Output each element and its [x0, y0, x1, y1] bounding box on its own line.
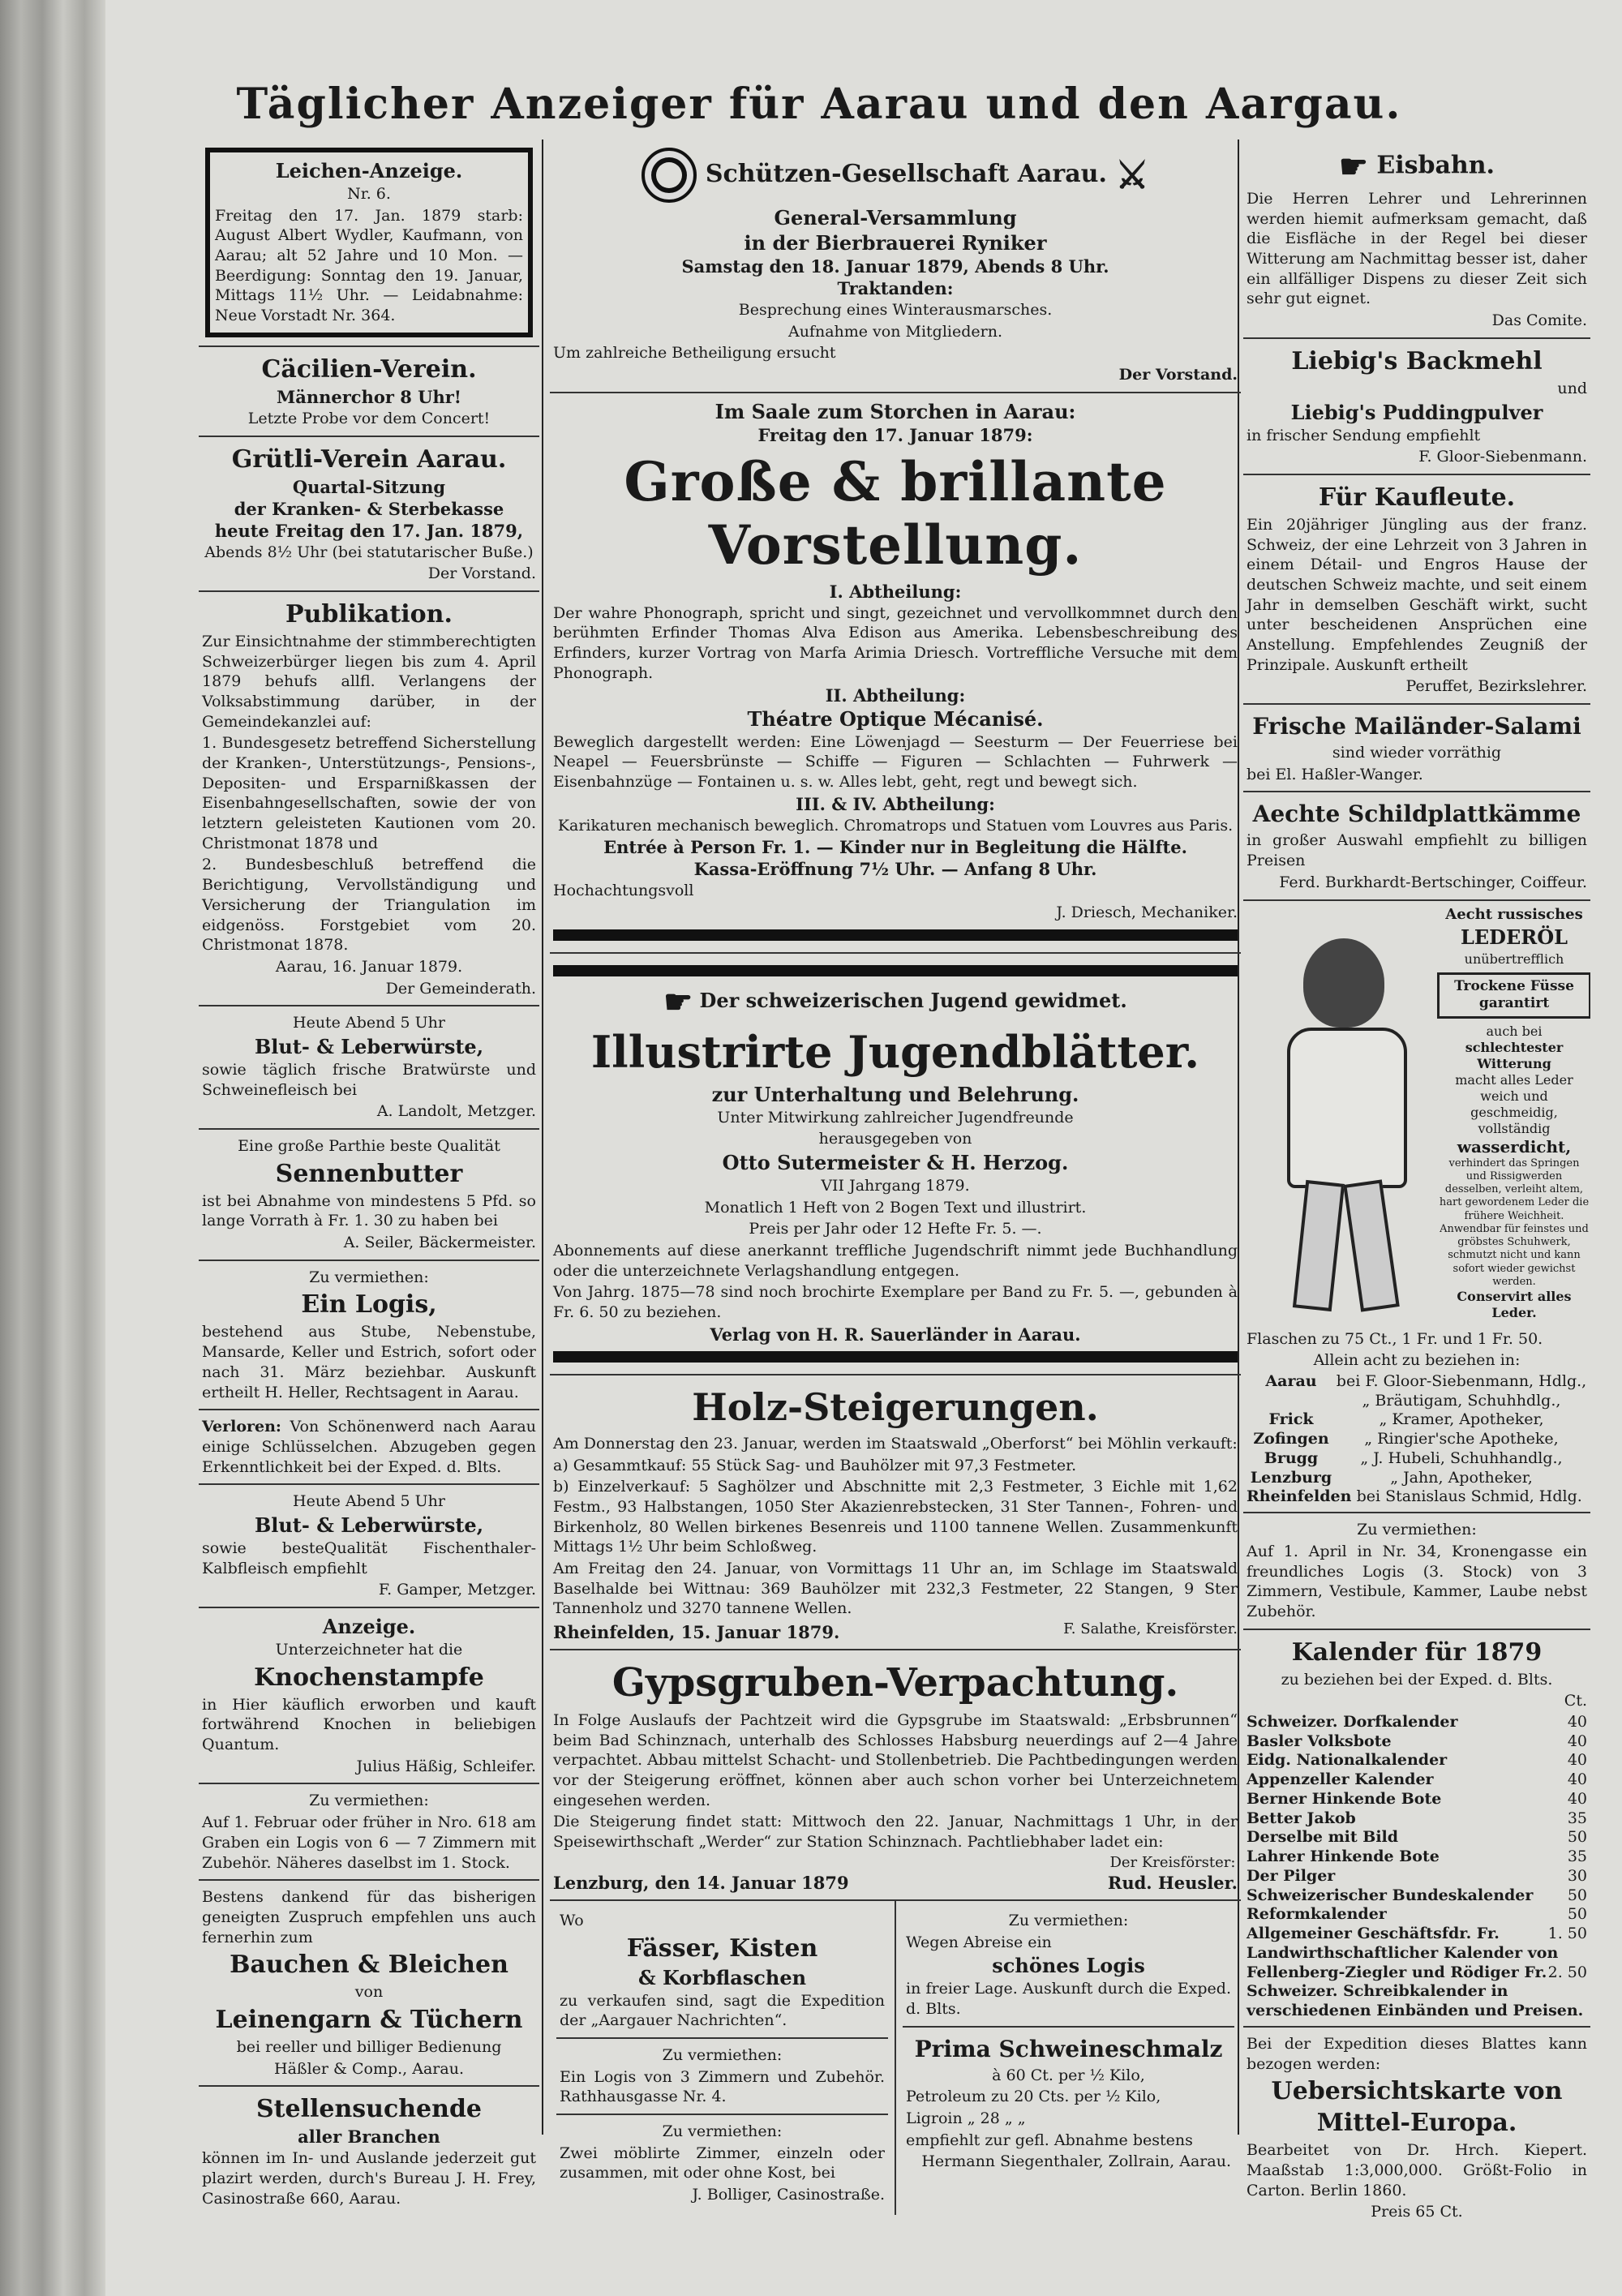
lederoel-t5: verhindert das Springen und Rissigwerden desselben, verleiht altem, hart gewordenem Leder die frühere Weichheit. Anwendbar für feinstes und gröbstes Schuhwerk, schmutzt nicht und kann sofort wieder gewichst werden. [1439, 1157, 1590, 1288]
kalender-row [1247, 1963, 1587, 1983]
gyps-date: Lenzburg, den 14. Januar 1879 [553, 1872, 849, 1893]
prima-p2: Petroleum zu 20 Cts. per ½ Kilo, [906, 2088, 1161, 2106]
kalender-price: 40 [1567, 1732, 1587, 1750]
jugend-sub: zur Unterhaltung und Belehrung. [711, 1082, 1079, 1106]
ad-publikation [199, 592, 539, 1006]
kalender-name: Better Jakob [1247, 1809, 1356, 1827]
storchen-hoch: Hochachtungsvoll [553, 882, 694, 900]
salami-text: sind wieder vorräthig [1332, 744, 1502, 762]
jugend-jg: VII Jahrgang 1879. [821, 1177, 970, 1195]
storchen-h2: Freitag den 17. Januar 1879: [757, 424, 1033, 445]
ad-storchen [550, 393, 1241, 954]
kaufleute-sign: Peruffet, Bezirkslehrer. [1405, 677, 1587, 696]
liebig-und: und [1557, 379, 1587, 397]
bauchen-pre: Bestens dankend für das bisherigen geneigten Zuspruch empfehlen uns auch fernerhin zum [202, 1888, 536, 1946]
faesser-title2: & Korbflaschen [637, 1965, 807, 1989]
pointing-hand-icon: ☛ [663, 982, 693, 1021]
publikation-p3: 2. Bundesbeschluß betreffend die Berichtigung, Vervollständigung und Versicherung der Triangulation im eidgenöss. Forstgebiet vom 20. Christmonat 1878. [202, 856, 536, 955]
dealer-row [1247, 1469, 1587, 1488]
dealer-town: Frick [1268, 1410, 1314, 1429]
kalender-row [1247, 1790, 1587, 1809]
column-rule-1 [542, 139, 543, 2135]
ad-vermiethen-b [556, 2115, 888, 2212]
ad-faesser [556, 1904, 888, 2039]
holz-p2: a) Gesammtkauf: 55 Stück Sag- und Bauhölzer mit 97,3 Festmeter. [553, 1456, 1077, 1474]
kalender-name: Der Pilger [1247, 1866, 1336, 1885]
vermiethen-b-sign: J. Bolliger, Casinostraße. [692, 2186, 885, 2204]
dealer-row [1247, 1410, 1587, 1430]
blut2-sign: F. Gamper, Metzger. [378, 1581, 536, 1599]
lederoel-h2: LEDERÖL [1461, 925, 1568, 949]
kalender-price: 35 [1567, 1809, 1587, 1827]
ad-schweineschmalz [903, 2028, 1234, 2178]
schoen-text: in freier Lage. Auskunft durch die Exped. d. Blts. [906, 1980, 1231, 2018]
eisbahn-title: Eisbahn. [1376, 151, 1495, 180]
knochen-sign: Julius Häßig, Schleifer. [356, 1757, 536, 1775]
leichen-title: Leichen-Anzeige. [275, 159, 463, 182]
target-icon [642, 148, 697, 203]
holz-p4: Am Freitag den 24. Januar, von Vormittags 11 Uhr an, im Schlage im Staatswald Baselhalde bei Wittnau: 369 Bauhölzer mit 232,3 Festmeter, 22 Stangen, 9 Ster Tannenholz und 3270 tannene Wellen. [553, 1559, 1238, 1618]
storchen-h1: Im Saale zum Storchen in Aarau: [714, 399, 1076, 423]
kaufleute-title: Für Kaufleute. [1318, 483, 1516, 512]
divider-bar [553, 1351, 1238, 1363]
vermiethen-b-text: Zwei möblirte Zimmer, einzeln oder zusammen, mit oder ohne Kost, bei [560, 2144, 885, 2182]
kalender-name: Appenzeller Kalender [1247, 1770, 1434, 1789]
ad-schuetzen [550, 139, 1241, 393]
eisbahn-sign: Das Comite. [1491, 311, 1587, 330]
ad-gruetli [199, 437, 539, 592]
lederoel-t2: schlechtester Witterung [1465, 1039, 1564, 1071]
gyps-sign2: Rud. Heusler. [1107, 1872, 1238, 1893]
gruetli-sub1: Quartal-Sitzung [292, 476, 446, 497]
ad-vermiethen-c3 [1243, 1513, 1590, 1629]
dealer-town: Brugg [1264, 1448, 1319, 1467]
storchen-entree: Entrée à Person Fr. 1. — Kinder nur in Begleitung die Hälfte. [603, 837, 1187, 858]
ad-liebig [1243, 339, 1590, 475]
blut2-title: Blut- & Leberwürste, [254, 1513, 484, 1537]
knochen-pre: Anzeige. [322, 1615, 416, 1638]
gyps-p1: In Folge Auslaufs der Pachtzeit wird die Gypsgrube im Staatswald: „Erbsbrunnen“ beim Bad Schinznach, unterhalb des Schlosses Habsburg neuerdings auf 2—4 Jahre verpachtet. Abbau mittelst Schacht- und Stollenbetrieb. Die Pachtbedingungen werden vor der Steigerung eröffnet, können aber auch schon vorher bei Unterzeichnetem eingesehen werden. [553, 1711, 1238, 1809]
kalender-price: 40 [1567, 1770, 1587, 1789]
kalender-sub: zu beziehen bei der Exped. d. Blts. [1281, 1670, 1553, 1689]
storchen-a1: I. Abtheilung: [829, 581, 962, 602]
holz-p1: Am Donnerstag den 23. Januar, werden im Staatswald „Oberforst“ bei Möhlin verkauft: [553, 1434, 1238, 1453]
jugend-s2: Unter Mitwirkung zahlreicher Jugendfreunde [717, 1108, 1074, 1127]
eisbahn-text: Die Herren Lehrer und Lehrerinnen werden hiemit aufmerksam gemacht, daß die Eisfläche in der Regel bei dieser Witterung am Nachmittag besser ist, daher ein allfälliger Dispens zu dieser Zeit sich sehr gut eignet. [1247, 190, 1587, 308]
kalender-price: 1. 50 [1547, 1925, 1587, 1943]
holz-p3: b) Einzelverkauf: 5 Saghölzer und Abschnitte mit 2,3 Festmeter, 3 Eichle mit 1,62 Festm., 93 Halbstangen, 1050 Ster Akazienrebstecken, 31 Ster Tannen-, Fohren- und Birkenholz, 80 Wellen birkenes Besenreis und 1100 tannene Wellen. Zusammenkunft Mittags 1½ Uhr beim Schloßweg. [553, 1478, 1238, 1556]
kaemme-title: Aechte Schildplattkämme [1252, 800, 1581, 828]
kalender-row [1247, 1770, 1587, 1790]
storchen-a2d: Beweglich dargestellt werden: Eine Löwenjagd — Seesturm — Der Feuerriese bei Neapel — Feuersbrünste — Schiffe — Figuren — Schlachten — Fuhrwerk — Eisenbahnzüge — Fontainen u. s. w. Alles lebt, geht, regt und bewegt sich. [553, 732, 1238, 791]
stellen-text: können im In- und Auslande jederzeit gut plazirt werden, durch's Bureau J. H. Frey, Casinostraße 660, Aarau. [202, 2149, 536, 2208]
logis1-text: bestehend aus Stube, Nebenstube, Mansarde, Keller und Estrich, sofort oder nach 31. März beziehbar. Auskunft ertheilt H. Heller, Rechtsagent in Aarau. [202, 1323, 536, 1401]
logis2-pre: Zu vermiethen: [309, 1792, 429, 1810]
gruetli-sign: Der Vorstand. [427, 564, 536, 583]
kalender-name: Landwirthschaftlicher Kalender von [1247, 1943, 1559, 1962]
kalender-row [1247, 1982, 1587, 2021]
knochen-text: in Hier käuflich erworben und kauft fortwährend Knochen in beliebigen Quantum. [202, 1695, 536, 1754]
ad-caecilien [199, 347, 539, 437]
kalender-list [1247, 1713, 1587, 2021]
dealer-row [1247, 1372, 1587, 1392]
holz-date: Rheinfelden, 15. Januar 1879. [553, 1622, 840, 1642]
karte-price: Preis 65 Ct. [1371, 2203, 1463, 2221]
kalender-name: Schweizer. Dorfkalender [1247, 1712, 1458, 1731]
divider-bar [553, 929, 1238, 941]
kalender-price: 40 [1567, 1751, 1587, 1770]
vermiethen-c3-text: Auf 1. April in Nr. 34, Kronengasse ein freundliches Logis (3. Stock) von 3 Zimmern, Vestibule, Kammer, Laube nebst Zubehör. [1247, 1542, 1587, 1620]
lederoel-h3: unübertrefflich [1464, 951, 1564, 967]
verloren-title: Verloren: [202, 1418, 281, 1436]
ad-kalender [1243, 1630, 1590, 2028]
karte-pre: Bei der Expedition dieses Blattes kann bezogen werden: [1247, 2034, 1587, 2073]
kalender-row [1247, 1905, 1587, 1925]
liebig-title: Liebig's Backmehl [1291, 346, 1543, 376]
knochen-title: Knochenstampfe [254, 1663, 484, 1692]
prima-text: empfiehlt zur gefl. Abnahme bestens [906, 2131, 1193, 2149]
gruetli-text: Abends 8½ Uhr (bei statutarischer Buße.) [204, 543, 534, 561]
dealer-name: „ Kramer, Apotheker, [1379, 1410, 1544, 1429]
divider-bar [553, 965, 1238, 976]
lederoel-tag: Trockene Füsse garantirt [1437, 972, 1590, 1019]
schoen-sub: Wegen Abreise ein [906, 1933, 1052, 1951]
pointing-hand-icon: ☛ [1339, 148, 1368, 186]
kalender-name: Eidg. Nationalkalender [1247, 1751, 1448, 1770]
schuetzen-t3: Um zahlreiche Betheiligung ersucht [553, 344, 836, 363]
bottom-split [550, 1901, 1241, 2215]
liebig-title2: Liebig's Puddingpulver [1290, 400, 1543, 424]
blut2-text: sowie besteQualität Fischenthaler-Kalbfleisch empfiehlt [202, 1539, 536, 1577]
jugend-editors: Otto Sutermeister & H. Herzog. [722, 1151, 1069, 1174]
gyps-sign1: Der Kreisförster: [1109, 1853, 1236, 1871]
karte-title2: Mittel-Europa. [1316, 2109, 1517, 2138]
kalender-price: 40 [1567, 1712, 1587, 1731]
lederoel-t1: auch bei [1486, 1023, 1543, 1039]
senn-pre: Eine große Parthie beste Qualität [238, 1137, 500, 1155]
publikation-p2: 1. Bundesgesetz betreffend Sicherstellung der Kranken-, Unterstützungs-, Pensions-, Depositen- und Ersparnißkassen der Eisenbahngesellschaften, sowie der von letztern geleisteten Kautionen vom 20. Christmonat 1878 und [202, 734, 536, 852]
stellen-title: Stellensuchende [255, 2095, 483, 2124]
jugend-p1: Monatlich 1 Heft von 2 Bogen Text und illustrirt. [704, 1198, 1087, 1217]
storchen-a3t: Karikaturen mechanisch beweglich. Chromatrops und Statuen vom Louvres aus Paris. [557, 816, 1234, 835]
lederoel-price: Flaschen zu 75 Ct., 1 Fr. und 1 Fr. 50. [1247, 1329, 1543, 1348]
column-left [199, 139, 539, 2215]
schoen-pre: Zu vermiethen: [1008, 1911, 1129, 1929]
dealer-list [1247, 1372, 1587, 1507]
knochen-sub: Unterzeichneter hat die [275, 1641, 463, 1659]
blut2-pre: Heute Abend 5 Uhr [293, 1492, 445, 1511]
schuetzen-title: Schützen-Gesellschaft Aarau. [705, 160, 1107, 188]
crossed-rifles-icon: ⚔ [1115, 153, 1149, 197]
dealer-name: „ Bräutigam, Schuhhdlg., [1362, 1391, 1561, 1410]
dealer-town: Rheinfelden [1247, 1487, 1352, 1506]
publikation-p1: Zur Einsichtnahme der stimmberechtigten Schweizerbürger liegen bis zum 4. April 1879 behufs allfl. Verlangens der Volksabstimmung darüber, in der Gemeindekanzlei auf: [202, 632, 536, 731]
vermiethen-c3-pre: Zu vermiethen: [1357, 1521, 1477, 1539]
schuetzen-t1: Besprechung eines Winterausmarsches. [738, 301, 1053, 319]
kalender-row [1247, 1809, 1587, 1829]
ad-logis-1 [199, 1261, 539, 1410]
bauchen-title2: Leinengarn & Tüchern [215, 2005, 523, 2034]
salami-sign: El. Haßler-Wanger. [1275, 765, 1423, 783]
storchen-sign: J. Driesch, Mechaniker. [1056, 903, 1238, 921]
kaemme-sign: Ferd. Burkhardt-Bertschinger, Coiffeur. [1279, 873, 1587, 891]
senn-sign: A. Seiler, Bäckermeister. [343, 1234, 536, 1252]
ad-verloren [199, 1410, 539, 1485]
dealer-name: „ Jahn, Apotheker, [1390, 1468, 1533, 1487]
ad-jugendblaetter [550, 954, 1241, 1375]
lederoel-allein: Allein acht zu beziehen in: [1313, 1351, 1521, 1370]
kalender-row [1247, 1886, 1587, 1906]
kalender-price: 50 [1567, 1905, 1587, 1924]
kalender-row [1247, 1944, 1587, 1963]
dealer-town [1247, 1392, 1336, 1411]
schuetzen-h1: General-Versammlung [774, 206, 1017, 230]
dealer-name: „ J. Hubeli, Schuhhandlg., [1360, 1448, 1563, 1467]
lederoel-t4: wasserdicht, [1457, 1136, 1572, 1157]
kalender-name: Schweizerischer Bundeskalender [1247, 1886, 1534, 1904]
logis2-text: Auf 1. Februar oder früher in Nro. 618 am Graben ein Logis von 6 — 7 Zimmern mit Zubehör. Näheres daselbst im 1. Stock. [202, 1813, 536, 1872]
ad-knochenstampfe [199, 1608, 539, 1784]
gyps-p2: Die Steigerung findet statt: Mittwoch den 22. Januar, Nachmittags 1 Uhr, in der Speisewirthschaft „Werder“ zur Station Schinznach. Pachtliebhaber ladet ein: [553, 1813, 1238, 1852]
dealer-row [1247, 1430, 1587, 1449]
holz-title: Holz-Steigerungen. [692, 1384, 1099, 1429]
ad-gypsgruben [550, 1650, 1241, 1901]
dealer-name: bei F. Gloor-Siebenmann, Hdlg., [1336, 1371, 1587, 1390]
kalender-price: 35 [1567, 1848, 1587, 1866]
kalender-price: 30 [1567, 1866, 1587, 1885]
blut1-text: sowie täglich frische Bratwürste und Schweinefleisch bei [202, 1060, 536, 1099]
kalender-title: Kalender für 1879 [1291, 1637, 1543, 1667]
ad-bauchen [199, 1881, 539, 2087]
masthead: Täglicher Anzeiger für Aarau und den Aargau. [236, 79, 1402, 129]
ad-holzsteigerungen [550, 1375, 1241, 1650]
jugend-p4: Von Jahrg. 1875—78 sind noch brochirte Exemplare per Band zu Fr. 5. —, gebunden à Fr. 6. 50 zu beziehen. [553, 1283, 1238, 1322]
kalender-row [1247, 1732, 1587, 1752]
schuetzen-h2: in der Bierbrauerei Ryniker [744, 231, 1047, 255]
faesser-text: zu verkaufen sind, sagt die Expedition der „Aargauer Nachrichten“. [560, 1991, 885, 2030]
gruetli-sub2: der Kranken- & Sterbekasse [234, 498, 504, 519]
bearded-man-illustration [1263, 938, 1433, 1311]
kalender-row [1247, 1751, 1587, 1770]
bauchen-von: von [354, 1983, 384, 2002]
kalender-row [1247, 1713, 1587, 1732]
faesser-title: Fässer, Kisten [626, 1933, 818, 1963]
jugend-p3: Abonnements auf diese anerkannt treffliche Jugendschrift nimmt jede Buchhandlung oder die unterzeichnete Verlagshandlung entgegen. [553, 1242, 1238, 1280]
ad-vermiethen-a [556, 2039, 888, 2115]
kalender-price: 40 [1567, 1789, 1587, 1808]
ad-leichen [199, 139, 539, 347]
jugend-s3: herausgegeben von [818, 1130, 972, 1148]
kalender-row [1247, 1925, 1587, 1944]
bauchen-text: bei reeller und billiger Bedienung [236, 2037, 502, 2056]
stellen-sub: aller Branchen [298, 2126, 440, 2148]
storchen-a2t: Théatre Optique Mécanisé. [747, 706, 1044, 731]
dealer-town: Aarau [1265, 1371, 1317, 1390]
publikation-sign: Der Gemeinderath. [385, 979, 536, 998]
publikation-date: Aarau, 16. Januar 1879. [275, 957, 463, 976]
logis1-pre: Zu vermiethen: [309, 1268, 429, 1286]
book-binding-edge [0, 0, 105, 2296]
caecilien-title: Cäcilien-Verein. [261, 354, 477, 384]
caecilien-sub: Männerchor 8 Uhr! [276, 386, 462, 407]
senn-title: Sennenbutter [275, 1159, 463, 1188]
ad-kaufleute [1243, 475, 1590, 705]
kalender-name: Berner Hinkende Bote [1247, 1789, 1442, 1808]
blut1-sign: A. Landolt, Metzger. [376, 1102, 536, 1121]
kalender-name: Derselbe mit Bild [1247, 1828, 1399, 1847]
bauchen-title: Bauchen & Bleichen [230, 1951, 508, 1980]
prima-title: Prima Schweineschmalz [914, 2035, 1223, 2062]
blut1-title: Blut- & Leberwürste, [254, 1034, 484, 1058]
caecilien-text: Letzte Probe vor dem Concert! [247, 409, 491, 427]
kaemme-text: in großer Auswahl empfiehlt zu billigen Preisen [1247, 831, 1587, 870]
schuetzen-h4: Traktanden: [837, 278, 954, 298]
ad-salami [1243, 705, 1590, 792]
senn-text: ist bei Abnahme von mindestens 5 Pfd. so lange Vorrath à Fr. 1. 30 zu haben bei [202, 1191, 536, 1230]
blut1-pre: Heute Abend 5 Uhr [293, 1014, 445, 1032]
schuetzen-t2: Aufnahme von Mitgliedern. [787, 322, 1003, 341]
dealer-row [1247, 1449, 1587, 1469]
faesser-pre: Wo [560, 1911, 584, 1929]
publikation-title: Publikation. [285, 599, 453, 629]
ad-blutwurst-1 [199, 1006, 539, 1130]
prima-sign: Hermann Siegenthaler, Zollrain, Aarau. [921, 2152, 1231, 2171]
kalender-name: Allgemeiner Geschäftsfdr. Fr. [1247, 1925, 1500, 1943]
leichen-text: Freitag den 17. Jan. 1879 starb: August Albert Wydler, Kaufmann, von Aarau; alt 52 Jahre und 10 Mon. — Beerdigung: Sonntag den 19. Januar, Mittags 11½ Uhr. — Leidabnahme: Neue Vorstadt Nr. 364. [215, 206, 523, 325]
ad-lederoel [1243, 901, 1590, 1514]
jugend-title: Illustrirte Jugendblätter. [590, 1025, 1200, 1078]
kalender-price: 50 [1567, 1828, 1587, 1847]
storchen-a3: III. & IV. Abtheilung: [796, 793, 995, 814]
column-right [1243, 139, 1590, 2229]
prima-p3: Ligroin „ 28 „ „ [906, 2109, 1026, 2127]
kalender-price: 50 [1567, 1886, 1587, 1904]
storchen-title: Große & brillante Vorstellung. [624, 449, 1167, 577]
kalender-ct: Ct. [1564, 1692, 1587, 1710]
verloren-text: Von Schönenwerd nach Aarau einige Schlüsselchen. Abzugeben gegen Erkenntlichkeit bei der Exped. d. Blts. [202, 1418, 536, 1476]
vermiethen-b-pre: Zu vermiethen: [662, 2122, 783, 2140]
gruetli-title: Grütli-Verein Aarau. [231, 444, 507, 474]
liebig-text: in frischer Sendung empfiehlt [1247, 426, 1481, 444]
schoen-title: schönes Logis [992, 1954, 1145, 1978]
kalender-name: Fellenberg-Ziegler und Rödiger Fr. [1247, 1963, 1547, 1981]
ad-blutwurst-2 [199, 1485, 539, 1608]
dealer-town: Zofingen [1253, 1430, 1329, 1448]
storchen-a1t: Der wahre Phonograph, spricht und singt, gezeichnet und vervollkommnet durch den berühmten Erfinder Thomas Alva Edison aus Amerika. Lebensbeschreibung des Erfinders, kurzer Vortrag von Marfa Arimia Driesch. Vortreffliche Versuche mit dem Phonograph. [553, 603, 1238, 682]
ad-schoenes-logis [903, 1904, 1234, 2028]
dealer-town: Lenzburg [1250, 1468, 1332, 1487]
kalender-row [1247, 1848, 1587, 1867]
kalender-name: Schweizer. Schreibkalender in verschiedenen Einbänden und Preisen. [1247, 1982, 1584, 2020]
storchen-kassa: Kassa-Eröffnung 7½ Uhr. — Anfang 8 Uhr. [693, 859, 1097, 880]
lederoel-illustration [1247, 905, 1590, 1328]
ad-logis-2 [199, 1784, 539, 1881]
kalender-price: 2. 50 [1547, 1963, 1587, 1981]
kalender-name: Reformkalender [1247, 1905, 1387, 1924]
bauchen-sign: Häßler & Comp., Aarau. [274, 2059, 464, 2078]
storchen-a2: II. Abtheilung: [825, 685, 966, 706]
lederoel-t3: macht alles Leder weich und geschmeidig, vollständig [1455, 1071, 1573, 1136]
dealer-row [1247, 1487, 1587, 1507]
ad-karte [1243, 2028, 1590, 2229]
ad-schildplattkaemme [1243, 792, 1590, 900]
ad-sennenbutter [199, 1130, 539, 1261]
gruetli-sub3: heute Freitag den 17. Jan. 1879, [214, 520, 524, 541]
kalender-row [1247, 1828, 1587, 1848]
kalender-name: Lahrer Hinkende Bote [1247, 1848, 1440, 1866]
schuetzen-sign: Der Vorstand. [1118, 366, 1238, 384]
karte-title: Uebersichtskarte von [1271, 2077, 1563, 2106]
kaufleute-text: Ein 20jähriger Jüngling aus der franz. Schweiz, der eine Lehrzeit von 3 Jahren in einem Détail- und Engros Hause der deutschen Schweiz machte, und seit einem Jahr in demselben Geschäft wirkt, sucht unter bescheidenen Ansprüchen eine Anstellung. Empfehlendes Zeugniß der Prinzipale. Auskunft ertheilt [1247, 515, 1587, 674]
salami-bei: bei [1247, 765, 1271, 783]
vermiethen-a-text: Ein Logis von 3 Zimmern und Zubehör. Rathhausgasse Nr. 4. [560, 2067, 885, 2106]
schuetzen-h3: Samstag den 18. Januar 1879, Abends 8 Uhr. [681, 256, 1109, 277]
prima-p1: à 60 Ct. per ½ Kilo, [992, 2066, 1145, 2084]
jugend-p2: Preis per Jahr oder 12 Hefte Fr. 5. —. [749, 1220, 1042, 1238]
kalender-row [1247, 1867, 1587, 1886]
lederoel-t6: Conservirt alles Leder. [1457, 1289, 1572, 1320]
logis1-title: Ein Logis, [301, 1290, 437, 1320]
jugend-verlag: Verlag von H. R. Sauerländer in Aarau. [710, 1324, 1081, 1345]
gyps-title: Gypsgruben-Verpachtung. [611, 1660, 1179, 1706]
dealer-row [1247, 1392, 1587, 1411]
dealer-name: bei Stanislaus Schmid, Hdlg. [1356, 1487, 1582, 1506]
column-middle [550, 139, 1241, 2215]
lederoel-h1: Aecht russisches [1445, 905, 1583, 923]
karte-text: Bearbeitet von Dr. Hrch. Kiepert. Maaßstab 1:3,000,000. Größt-Folio in Carton. Berlin 1860. [1247, 2141, 1587, 2199]
salami-title: Frische Mailänder-Salami [1252, 713, 1581, 740]
vermiethen-a-pre: Zu vermiethen: [662, 2045, 783, 2064]
ad-eisbahn [1243, 139, 1590, 339]
liebig-sign: F. Gloor-Siebenmann. [1418, 448, 1587, 466]
kalender-name: Basler Volksbote [1247, 1732, 1392, 1750]
leichen-nr: Nr. 6. [347, 185, 391, 203]
dealer-name: „ Ringier'sche Apotheke, [1364, 1430, 1559, 1448]
ad-stellensuchende [199, 2087, 539, 2215]
jugend-pre: Der schweizerischen Jugend gewidmet. [699, 988, 1127, 1012]
holz-sign: F. Salathe, Kreisförster. [1063, 1620, 1238, 1637]
